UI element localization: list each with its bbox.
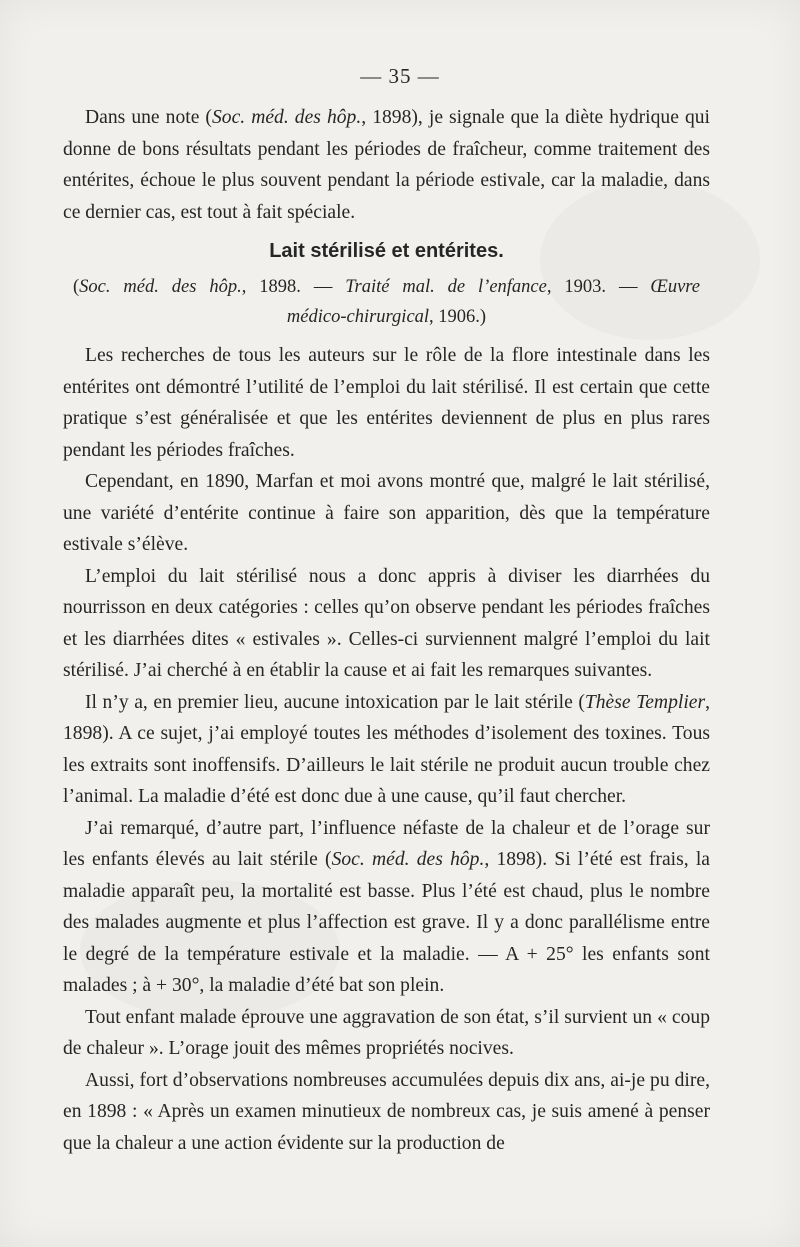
ref-soc-med: Soc. méd. des hôp. <box>79 277 242 297</box>
paragraph-6-text-end: , 1898). Si l’été est frais, la maladie apparaît peu, la mortalité est basse. Plus l’été est chaud, plus le nombre des malades augmente et plus l’affection est grave. Il y a donc parallélisme entre le degré de la température estivale et la maladie. — A + 25° les enfants sont malades ; à + 30°, la maladie d’été bat son plein. <box>63 849 710 996</box>
citation-soc-med: Soc. méd. des hôp. <box>331 849 485 870</box>
paragraph-1-text-end: , 1898), je signale que la diète hydrique qui donne de bons résultats pendant les périodes de fraîcheur, comme traitement des entérites, échoue le plus souvent pendant la période estivale, car la maladie, dans ce dernier cas, est tout à fait spéciale. <box>63 107 710 223</box>
paragraph-1 <box>63 102 710 228</box>
ref-sep-4: , 1906.) <box>429 307 487 327</box>
page-body <box>63 102 710 1159</box>
ref-traite: Traité mal. de l’enfance <box>345 277 547 297</box>
section-references <box>63 272 710 332</box>
ref-medico: médico-chirurgical <box>286 307 430 327</box>
references-line-2 <box>73 302 700 332</box>
paragraph-2: Les recherches de tous les auteurs sur le rôle de la flore intestinale dans les entérites ont démontré l’utilité de l’emploi du lait stérilisé. Il est certain que cette pratique s’est généralisée et que les entérites deviennent de plus en plus rares pendant les périodes fraîches. <box>63 345 710 461</box>
citation-these: Thèse Templier <box>584 691 706 713</box>
section-heading: Lait stérilisé et entérites. <box>269 240 504 262</box>
page-number: — 35 — <box>360 64 440 88</box>
citation-italic: Soc. méd. des hôp. <box>211 107 362 128</box>
ref-oeuvre: Œuvre <box>650 277 701 297</box>
paragraph-6-text: J’ai remarqué, d’autre part, l’influence néfaste de la chaleur et de l’orage sur les enfants élevés au lait stérile ( <box>63 817 710 870</box>
paragraph-5-text-end: , 1898). A ce sujet, j’ai employé toutes les méthodes d’isolement des toxines. Tous les extraits sont inoffensifs. D’ailleurs le lait stérile ne produit aucun trouble chez l’animal. La maladie d’été est donc due à une cause, qu’il faut chercher. <box>63 691 710 807</box>
paragraph-3: Cependant, en 1890, Marfan et moi avons montré que, malgré le lait stérilisé, une variété d’entérite continue à faire son apparition, dès que la température estivale s’élève. <box>63 471 710 555</box>
paragraph-1-text: Dans une note ( <box>85 107 212 128</box>
ref-sep-1: , 1898. — <box>241 277 346 297</box>
ref-sep-2: , 1903. — <box>546 277 651 297</box>
paragraph-4: L’emploi du lait stérilisé nous a donc appris à diviser les diarrhées du nourrisson en deux catégories : celles qu’on observe pendant les périodes fraîches et les diarrhées dites « estivales ». Celles-ci surviennent malgré l’emploi du lait stérilisé. J’ai cherché à en établir la cause et ai fait les remarques suivantes. <box>63 565 710 681</box>
paragraph-7: Tout enfant malade éprouve une aggravation de son état, s’il survient un « coup de chaleur ». L’orage jouit des mêmes propriétés nocives. <box>63 1006 710 1059</box>
references-line-1 <box>73 272 700 302</box>
paragraph-6 <box>63 813 710 1002</box>
paragraph-5-text: Il n’y a, en premier lieu, aucune intoxication par le lait stérile ( <box>85 691 585 713</box>
paragraph-5 <box>63 687 710 813</box>
ref-open-paren: ( <box>73 277 80 297</box>
paragraph-8: Aussi, fort d’observations nombreuses accumulées depuis dix ans, ai-je pu dire, en 1898 : « Après un examen minutieux de nombreux cas, je suis amené à penser que la chaleur a une action évidente sur la production de <box>63 1069 710 1154</box>
